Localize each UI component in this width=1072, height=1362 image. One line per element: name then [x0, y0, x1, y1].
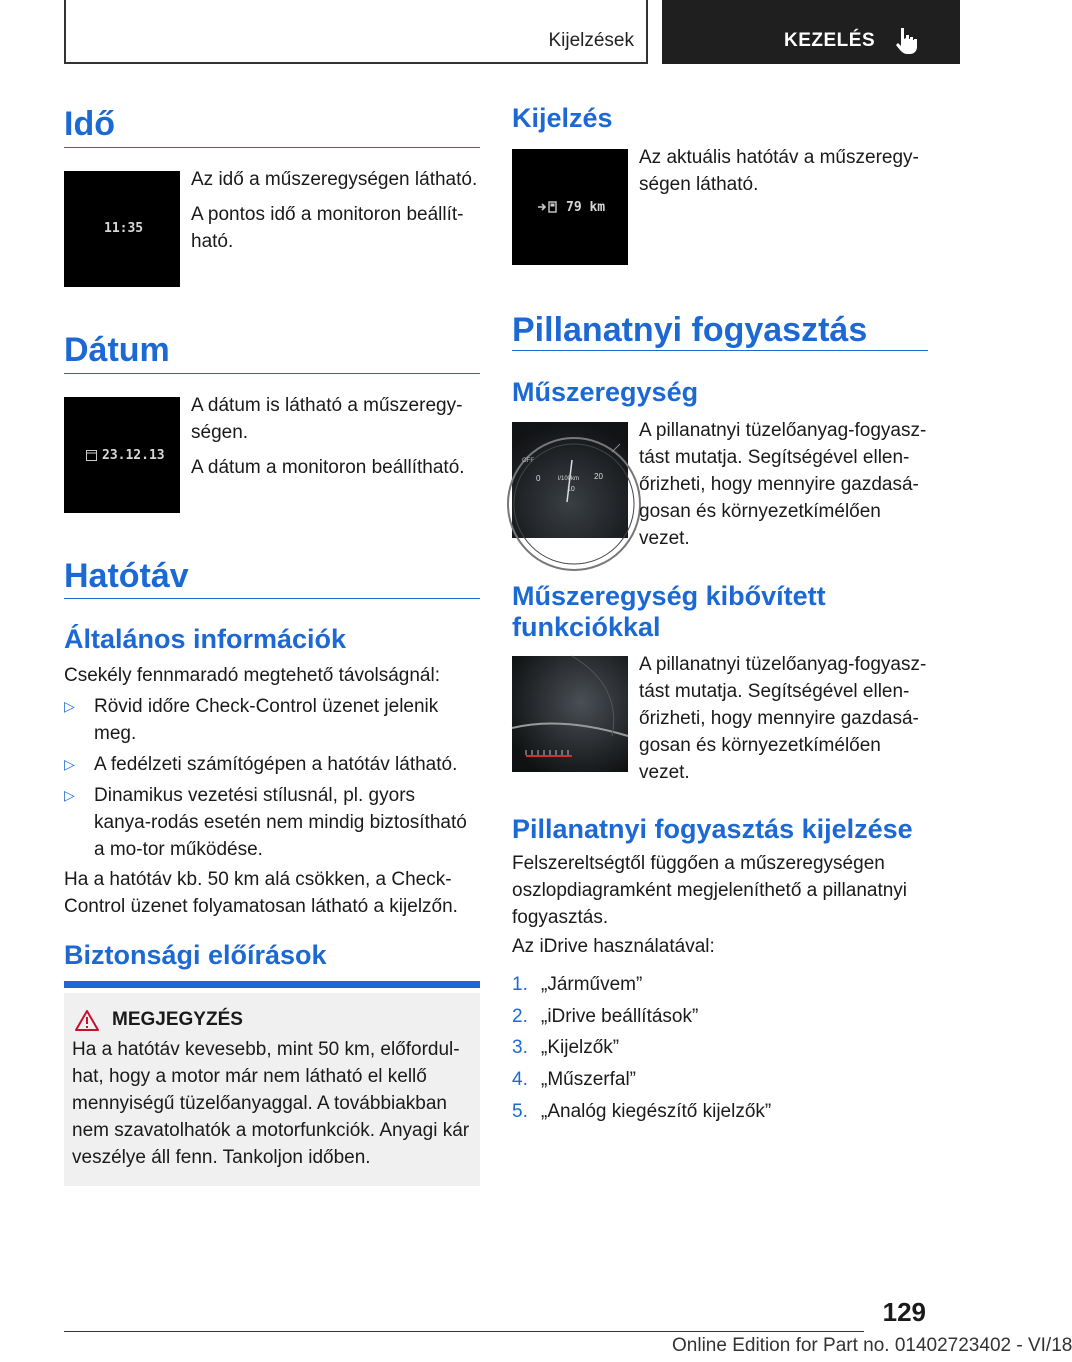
kibovitett-heading: Műszeregység kibővített funkciókkal	[512, 581, 826, 642]
kijelzes-text: Az aktuális hatótáv a műszeregy-ségen látható.	[639, 147, 919, 195]
header-chapter-tab	[662, 0, 960, 64]
ido-text	[191, 166, 481, 263]
datum-heading: Dátum	[64, 331, 170, 369]
warning-triangle-icon	[74, 1009, 100, 1032]
header-section-label: Kijelzések	[548, 30, 634, 51]
fuel-range-icon	[538, 201, 560, 213]
muszeregyseg-text: A pillanatnyi tüzelőanyag-fogyasz-tást mutatja. Segítségével ellen-őrizheti, hogy mennyire gazdasá-gosan és környezetkímélően vezet.	[639, 420, 927, 549]
range-display-image	[512, 149, 628, 265]
idrive-intro: Az iDrive használatával:	[512, 936, 715, 957]
gauge-label-0: 0	[536, 474, 541, 483]
altalanos-heading: Általános információk	[64, 624, 347, 654]
hatotav-intro: Csekély fennmaradó megtehető távolságnál:	[64, 665, 441, 686]
ido-heading: Idő	[64, 105, 115, 143]
pillanatnyi-rule	[512, 350, 928, 351]
triangle-bullet-icon: ▷	[64, 787, 75, 803]
calendar-icon	[86, 449, 97, 461]
hatotav-outro: Ha a hatótáv kb. 50 km alá csökken, a Check-Control üzenet folyamatosan látható a kijelzőn.	[64, 869, 458, 917]
datum-text	[191, 392, 481, 489]
list-item: ▷ A fedélzeti számítógépen a hatótáv látható.	[64, 751, 480, 778]
ido-p2: A pontos idő a monitoron beállít-ható.	[191, 204, 464, 252]
pointing-hand-icon	[894, 26, 920, 54]
footer-rule	[64, 1331, 864, 1332]
warning-text: Ha a hatótáv kevesebb, mint 50 km, előfordul-hat, hogy a motor már nem látható el kellő mennyiségű tüzelőanyaggal. A továbbiakban nem szavatolhatók a motorfunkciók. Anyagi kár veszélye áll fenn. Tankoljon időben.	[72, 1039, 470, 1168]
date-display-text: 23.12.13	[102, 448, 165, 463]
gauge-label-10: 10	[567, 486, 575, 493]
extended-gauge-icon	[512, 656, 628, 772]
ido-rule	[64, 147, 480, 148]
gauge-label-off: OFF	[522, 458, 534, 464]
datum-p1: A dátum is látható a műszeregy-ségen.	[191, 395, 463, 443]
triangle-bullet-icon: ▷	[64, 756, 75, 772]
datum-rule	[64, 373, 480, 374]
range-display-text: 79 km	[566, 200, 606, 215]
kijelzese-text: Felszereltségtől függően a műszeregységen oszlopdiagramként megjeleníthető a pillanatnyi fogyasztás.	[512, 853, 908, 928]
gauge-label-unit: l/100km	[558, 476, 580, 482]
warning-label: MEGJEGYZÉS	[112, 1009, 243, 1030]
pillanatnyi-heading: Pillanatnyi fogyasztás	[512, 311, 868, 349]
hatotav-rule	[64, 598, 480, 599]
gauge-label-20: 20	[594, 472, 603, 481]
list-item: ▷ Dinamikus vezetési stílusnál, pl. gyors kanya-rodás esetén nem mindig biztosítható a mo-tor működése.	[64, 782, 480, 863]
date-display-image	[64, 397, 180, 513]
clock-display-image	[64, 171, 180, 287]
warning-bar	[64, 981, 480, 988]
extended-gauge-image	[512, 656, 628, 772]
datum-p2: A dátum a monitoron beállítható.	[191, 457, 465, 478]
muszeregyseg-heading: Műszeregység	[512, 377, 699, 407]
edition-text: Online Edition for Part no. 01402723402 - VI/18	[672, 1335, 1072, 1356]
warning-box	[64, 993, 480, 1186]
header-section-tab	[64, 0, 648, 64]
triangle-bullet-icon: ▷	[64, 698, 75, 714]
list-item: ▷ Rövid időre Check-Control üzenet jelenik meg.	[64, 693, 480, 747]
ido-p1: Az idő a műszeregységen látható.	[191, 169, 478, 190]
kijelzese-heading: Pillanatnyi fogyasztás kijelzése	[512, 814, 913, 844]
hatotav-heading: Hatótáv	[64, 557, 189, 595]
clock-display-text: 11:35	[104, 221, 144, 236]
kijelzes-heading: Kijelzés	[512, 103, 613, 133]
consumption-gauge-image	[512, 422, 628, 538]
page-number: 129	[882, 1297, 926, 1327]
biztonsag-heading: Biztonsági előírások	[64, 940, 327, 970]
header-chapter-label: KEZELÉS	[784, 30, 876, 51]
kibovitett-text: A pillanatnyi tüzelőanyag-fogyasz-tást mutatja. Segítségével ellen-őrizheti, hogy mennyire gazdasá-gosan és környezetkímélően vezet.	[639, 654, 927, 783]
